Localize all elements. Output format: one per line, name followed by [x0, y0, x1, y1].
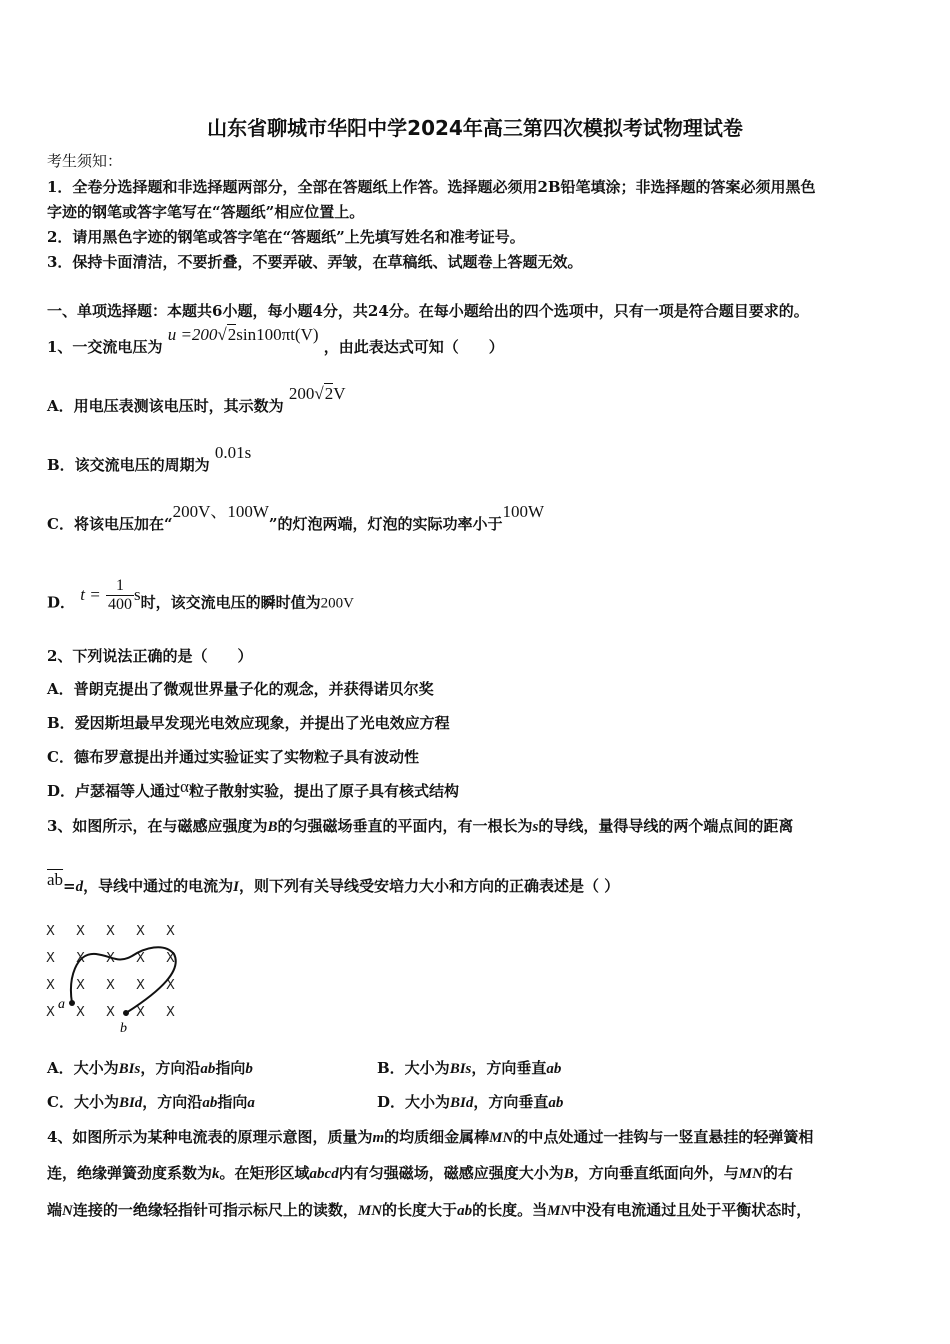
q1-b-value: 0.01s: [214, 443, 252, 462]
q3-s2a: =: [63, 877, 76, 895]
q4-l1a: 4、如图所示为某种电流表的原理示意图，质量为: [47, 1128, 373, 1146]
field-x-mark: X: [46, 951, 55, 966]
q1-a-val-unit: V: [333, 384, 346, 403]
q3-d-c: ab: [548, 1095, 564, 1111]
q3-s2b: ，导线中通过的电流为: [83, 877, 234, 895]
q1-formula-b: sin100πt(V): [236, 325, 319, 344]
curved-wire: [71, 947, 176, 1013]
q3-a-a: A．大小为: [47, 1059, 119, 1077]
q3-a-b: ，方向沿: [140, 1059, 201, 1077]
endpoint-a: [69, 1000, 75, 1006]
field-x-mark: X: [76, 951, 85, 966]
q3-s2c: ，则下列有关导线受安培力大小和方向的正确表述是（ ）: [238, 877, 620, 895]
q2-option-b: B．爱因斯坦最早发现光电效应现象，并提出了光电效应方程: [47, 714, 450, 732]
q1-stem: [47, 325, 504, 358]
q4-l1b: 的均质细金属棒: [384, 1128, 490, 1146]
q4-mn: MN: [738, 1166, 763, 1182]
q4-l3a: 端: [47, 1201, 63, 1219]
q3-s1c: 的导线，量得导线的两个端点间的距离: [538, 817, 794, 835]
q4-k: k: [212, 1166, 220, 1182]
q1-c-text2: ”的灯泡两端，灯泡的实际功率小于: [268, 515, 503, 533]
notice-item-3: 3．保持卡面清洁，不要折叠，不要弄破、弄皱，在草稿纸、试题卷上答题无效。: [47, 253, 583, 271]
q4-mn: MN: [357, 1203, 383, 1219]
q4-ab: ab: [457, 1203, 473, 1219]
q3-s1a: 3、如图所示，在与磁感应强度为: [47, 817, 268, 835]
q3-a-e: b: [245, 1061, 253, 1077]
q3-c-e: a: [247, 1095, 255, 1111]
q3-a-d: 指向: [215, 1059, 246, 1077]
field-x-mark: X: [76, 924, 85, 939]
q3-ab-overline: $\overline{ab}$: [47, 870, 64, 889]
section-heading: 一、单项选择题：本题共6小题，每小题4分，共24分。在每小题给出的四个选项中，只有一项是符合题目要求的。: [47, 302, 809, 320]
q1-d-num: 1: [106, 577, 134, 596]
field-x-mark: X: [106, 951, 115, 966]
q1-option-a: [47, 384, 346, 417]
q3-s: s: [532, 819, 539, 835]
field-x-mark: X: [166, 978, 175, 993]
q1-d-fraction: [106, 577, 134, 614]
q4-abcd: abcd: [309, 1166, 339, 1182]
q4-l3e: 中没有电流通过且处于平衡状态时，: [571, 1201, 812, 1219]
q1-a-value: 200√2V: [288, 384, 346, 403]
field-x-mark: X: [106, 978, 115, 993]
field-x-mark: X: [136, 951, 145, 966]
q3-d-a: D．大小为: [377, 1093, 451, 1111]
q4-N: N: [62, 1203, 73, 1219]
q1-option-b: [47, 443, 252, 476]
q3-option-a: [47, 1057, 253, 1080]
field-x-mark: X: [106, 1005, 115, 1020]
q1-formula: u =200√2sin100πt(V): [167, 325, 319, 344]
label-b: b: [120, 1021, 127, 1036]
q4-l2c: 内有匀强磁场，磁感应强度大小为: [338, 1164, 564, 1182]
endpoint-b: [123, 1010, 129, 1016]
q3-c-b: ，方向沿: [142, 1093, 203, 1111]
q3-a-v: BIs: [118, 1061, 141, 1077]
q4-line1: [47, 1126, 813, 1149]
q2-option-c: C．德布罗意提出并通过实验证实了实物粒子具有波动性: [47, 748, 419, 766]
q4-line2: [47, 1162, 793, 1185]
q2-option-a: A．普朗克提出了微观世界量子化的观念，并获得诺贝尔奖: [47, 680, 434, 698]
notice-item-1b: 字迹的钢笔或答字笔写在“答题纸”相应位置上。: [47, 203, 365, 221]
q4-l3c: 的长度大于: [382, 1201, 458, 1219]
q3-d: d: [75, 879, 84, 895]
field-x-mark: X: [76, 1005, 85, 1020]
label-a: a: [58, 997, 65, 1012]
q1-formula-a: u =200: [167, 325, 218, 344]
q1-c-value2: 100W: [502, 502, 545, 521]
q3-option-b: [377, 1057, 561, 1080]
q1-a-val-sqrt: 2: [324, 384, 334, 403]
q1-d-den: 400: [107, 596, 132, 613]
field-x-mark: X: [166, 951, 175, 966]
q4-l2a: 连，绝缘弹簧劲度系数为: [47, 1164, 213, 1182]
q4-l2b: 。在矩形区域: [219, 1164, 310, 1182]
q1-d-t: t =: [80, 584, 101, 604]
field-x-mark: X: [136, 1005, 145, 1020]
notice-heading: 考生须知：: [47, 152, 123, 170]
q1-option-d: [47, 577, 354, 622]
q4-l2e: 的右: [762, 1164, 793, 1182]
q1-option-c: [47, 502, 545, 535]
q2-d-a: D．卢瑟福等人通过: [47, 782, 181, 800]
q4-B: B: [563, 1166, 574, 1182]
field-x-mark: X: [46, 924, 55, 939]
q3-B: B: [267, 819, 278, 835]
q3-magnetic-field-figure: [40, 918, 190, 1038]
field-x-mark: X: [106, 924, 115, 939]
q2-option-d: [47, 777, 459, 802]
page-title: 山东省聊城市华阳中学2024年高三第四次模拟考试物理试卷: [207, 116, 743, 140]
q4-line3: [47, 1199, 811, 1222]
notice-item-1a: 1．全卷分选择题和非选择题两部分，全部在答题纸上作答。选择题必须用2B铅笔填涂；非选择题的答案必须用黑色: [47, 178, 816, 196]
q3-a-c: ab: [200, 1061, 216, 1077]
q1-c-value1: 200V、100W: [172, 502, 269, 521]
field-x-mark: X: [46, 1005, 55, 1020]
q3-c-v: BId: [118, 1095, 143, 1111]
q1-a-text: A．用电压表测该电压时，其示数为: [47, 397, 284, 415]
q3-b-v: BIs: [449, 1061, 472, 1077]
q3-option-d: [377, 1091, 563, 1114]
field-x-mark: X: [76, 978, 85, 993]
q4-mn: MN: [489, 1130, 514, 1146]
q3-stem-line1: [47, 815, 793, 838]
q1-d-unit: s: [133, 584, 141, 604]
q3-b-c: ab: [546, 1061, 562, 1077]
q3-c-d: 指向: [217, 1093, 248, 1111]
field-x-mark: X: [136, 924, 145, 939]
field-x-mark: X: [166, 1005, 175, 1020]
q3-option-c: [47, 1091, 255, 1114]
field-x-mark: X: [166, 924, 175, 939]
field-x-mark: X: [136, 978, 145, 993]
q2-d-alpha: α: [180, 777, 189, 796]
q3-c-a: C．大小为: [47, 1093, 119, 1111]
q3-d-b: ，方向垂直: [473, 1093, 549, 1111]
q3-stem-line2: [47, 870, 620, 898]
q1-formula-sqrt: 2: [227, 325, 237, 344]
notice-item-2: 2．请用黑色字迹的钢笔或答字笔在“答题纸”上先填写姓名和准考证号。: [47, 228, 525, 246]
q1-b-text: B．该交流电压的周期为: [47, 456, 210, 474]
q1-d-value: 200V: [320, 595, 354, 612]
q3-d-v: BId: [450, 1095, 474, 1111]
q3-b-b: ，方向垂直: [471, 1059, 547, 1077]
q1-suffix: ，由此表达式可知（ ）: [323, 338, 504, 356]
q3-b-a: B．大小为: [377, 1059, 450, 1077]
q1-a-val-a: 200: [288, 384, 315, 403]
q4-l2d: ，方向垂直纸面向外，与: [573, 1164, 739, 1182]
q4-l1c: 的中点处通过一挂钩与一竖直悬挂的轻弹簧相: [513, 1128, 814, 1146]
q1-c-text1: C．将该电压加在“: [47, 515, 173, 533]
q1-d-label: D．: [47, 593, 76, 612]
q4-l3d: 的长度。当: [472, 1201, 548, 1219]
q2-d-b: 粒子散射实验，提出了原子具有核式结构: [188, 782, 459, 800]
q3-c-c: ab: [202, 1095, 218, 1111]
q3-I: I: [233, 879, 239, 895]
q2-stem: 2、下列说法正确的是（ ）: [47, 647, 253, 665]
q3-s1b: 的匀强磁场垂直的平面内，有一根长为: [277, 817, 533, 835]
q4-l3b: 连接的一绝缘轻指针可指示标尺上的读数，: [72, 1201, 358, 1219]
q4-m: m: [372, 1130, 385, 1146]
q1-prefix: 1、一交流电压为: [47, 338, 163, 356]
field-x-mark: X: [46, 978, 55, 993]
q4-mn: MN: [547, 1203, 572, 1219]
q1-d-text: 时，该交流电压的瞬时值为: [140, 593, 321, 612]
